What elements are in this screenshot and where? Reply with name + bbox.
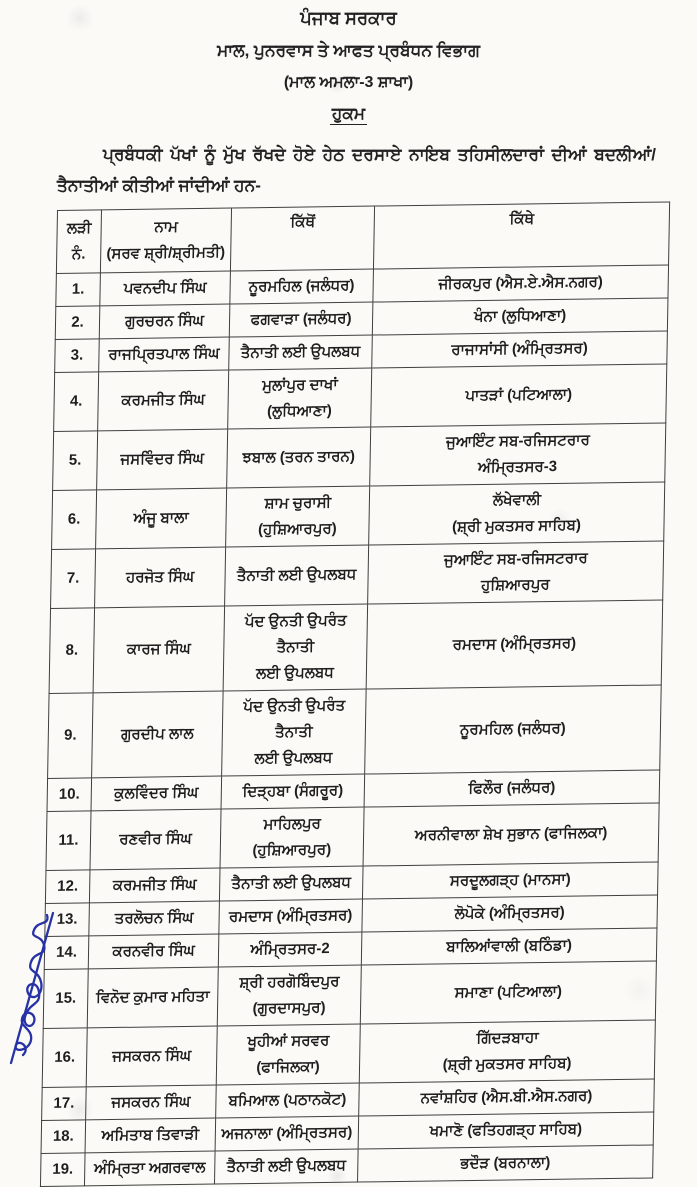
order-heading-text: ਹੁਕਮ	[331, 104, 366, 123]
table-row	[43, 961, 656, 1029]
table-row	[46, 803, 659, 871]
cell-from: ਸ਼੍ਰੀ ਹਰਗੋਬਿੰਦਪੁਰ (ਗੁਰਦਾਸਪੁਰ)	[217, 965, 361, 1026]
cell-name: ਜਸਕਰਨ ਸਿੰਘ	[86, 1026, 217, 1087]
cell-to: ਫਿਲੌਰ (ਜਲੰਧਰ)	[364, 770, 660, 807]
cell-name: ਅੰਜੂ ਬਾਲਾ	[96, 488, 227, 549]
table-header-row	[56, 202, 669, 274]
order-heading	[0, 104, 697, 124]
cell-to: ਲੋਪੋਕੇ (ਅੰਮ੍ਰਿਤਸਰ)	[362, 895, 658, 932]
table-row	[48, 685, 662, 779]
cell-serial: 19.	[40, 1153, 85, 1187]
cell-serial: 8.	[49, 608, 94, 694]
cell-to: ਨੂਰਮਹਿਲ (ਜਲੰਧਰ)	[365, 685, 662, 774]
header-name: ਨਾਮ (ਸਰਵ ਸ਼੍ਰੀ/ਸ਼੍ਰੀਮਤੀ)	[100, 208, 231, 273]
intro-paragraph: ਪ੍ਰਬੰਧਕੀ ਪੱਖਾਂ ਨੂੰ ਮੁੱਖ ਰੱਖਦੇ ਹੋਏ ਹੇਠ ਦਰਸਾਏ ਨਾਇਬ ਤਹਿਸੀਲਦਾਰਾਂ ਦੀਆਂ ਬਦਲੀਆਂ/ਤੈਨਾਤੀਆਂ ਕੀਤੀਆਂ ਜਾਂਦੀਆਂ ਹਨ-	[57, 145, 656, 195]
transfer-table	[40, 201, 670, 1187]
cell-from: ਸ਼ਾਮ ਚੁਰਾਸੀ (ਹੁਸ਼ਿਆਰਪੁਰ)	[226, 486, 370, 547]
cell-name: ਤਰਲੋਚਨ ਸਿੰਘ	[89, 901, 220, 936]
cell-name: ਗੁਰਚਰਨ ਸਿੰਘ	[99, 304, 230, 339]
cell-to: ਲੱਖੇਵਾਲੀ (ਸ਼੍ਰੀ ਮੁਕਤਸਰ ਸਾਹਿਬ)	[369, 482, 665, 545]
cell-name: ਪਵਨਦੀਪ ਸਿੰਘ	[100, 271, 231, 306]
cell-to: ਪਾਤੜਾਂ (ਪਟਿਆਲਾ)	[371, 364, 667, 427]
cell-from: ਬਮਿਆਲ (ਪਠਾਨਕੋਟ)	[216, 1083, 360, 1118]
cell-serial: 16.	[42, 1028, 87, 1088]
cell-serial: 13.	[45, 903, 90, 937]
cell-from: ਅਜਨਾਲਾ (ਅੰਮ੍ਰਿਤਸਰ)	[215, 1116, 359, 1151]
table-row	[51, 541, 664, 609]
cell-name: ਵਿਨੋਦ ਕੁਮਾਰ ਮਹਿਤਾ	[87, 967, 218, 1028]
cell-to: ਅਰਨੀਵਾਲਾ ਸ਼ੇਖ ਸੁਭਾਨ (ਫਾਜਿਲਕਾ)	[363, 803, 659, 866]
cell-from: ਤੈਨਾਤੀ ਲਈ ਉਪਲਬਧ	[219, 866, 363, 901]
table-row	[49, 600, 663, 694]
handwritten-scribble-stroke	[16, 915, 48, 1055]
cell-serial: 17.	[42, 1087, 87, 1121]
cell-from: ਤੈਨਾਤੀ ਲਈ ਉਪਲਬਧ	[225, 545, 369, 606]
cell-name: ਕਰਮਜੀਤ ਸਿੰਘ	[98, 370, 229, 431]
cell-from: ਨੂਰਮਹਿਲ (ਜਲੰਧਰ)	[230, 269, 374, 304]
branch-title: (ਮਾਲ ਅਮਲਾ-3 ਸ਼ਾਖਾ)	[283, 74, 414, 91]
table-row	[53, 423, 666, 491]
cell-serial: 5.	[53, 431, 98, 491]
cell-to: ਭਦੌੜ (ਬਰਨਾਲਾ)	[358, 1145, 654, 1182]
cell-name: ਕਾਰਜ ਸਿੰਘ	[93, 606, 225, 693]
handwritten-note	[1, 893, 63, 1073]
header-from: ਕਿੱਥੋਂ	[230, 206, 374, 271]
department-title: ਮਾਲ, ਪੁਨਰਵਾਸ ਤੇ ਆਫਤ ਪ੍ਰਬੰਧਨ ਵਿਭਾਗ	[217, 41, 480, 60]
cell-from: ਖੂਹੀਆਂ ਸਰਵਰ (ਫਾਜਿਲਕਾ)	[216, 1024, 360, 1085]
cell-name: ਹਰਜੋਤ ਸਿੰਘ	[95, 547, 226, 608]
cell-serial: 2.	[55, 306, 100, 340]
cell-from: ਤੈਨਾਤੀ ਲਈ ਉਪਲਬਧ	[214, 1149, 358, 1184]
cell-from: ਰਮਦਾਸ (ਅੰਮ੍ਰਿਤਸਰ)	[219, 899, 363, 934]
cell-to: ਖਮਾਣੋ (ਫਤਿਹਗੜ੍ਹ ਸਾਹਿਬ)	[358, 1112, 654, 1149]
cell-name: ਕੁਲਵਿੰਦਰ ਸਿੰਘ	[91, 776, 222, 811]
cell-name: ਰਣਵੀਰ ਸਿੰਘ	[90, 809, 221, 870]
cell-to: ਰਾਜਾਸਾਂਸੀ (ਅੰਮ੍ਰਿਤਸਰ)	[372, 331, 668, 368]
cell-from: ਫਗਵਾੜਾ (ਜਲੰਧਰ)	[229, 302, 373, 337]
cell-to: ਖੰਨਾ (ਲੁਧਿਆਣਾ)	[372, 298, 668, 335]
cell-from: ਦਿੜ੍ਹਬਾ (ਸੰਗਰੂਰ)	[221, 774, 365, 809]
cell-from: ਤੈਨਾਤੀ ਲਈ ਉਪਲਬਧ	[229, 335, 373, 370]
cell-serial: 10.	[47, 778, 92, 812]
cell-to: ਜੁਆਇੰਟ ਸਬ-ਰਜਿਸਟਰਾਰ ਹੁਸ਼ਿਆਰਪੁਰ	[368, 541, 664, 604]
cell-serial: 12.	[45, 870, 90, 904]
cell-serial: 1.	[56, 273, 101, 307]
cell-name: ਕਰਨਵੀਰ ਸਿੰਘ	[88, 934, 219, 969]
cell-name: ਕਰਮਜੀਤ ਸਿੰਘ	[89, 868, 220, 903]
cell-serial: 4.	[54, 372, 99, 432]
header-to: ਕਿੱਥੇ	[373, 202, 669, 269]
cell-name: ਅੰਮ੍ਰਿਤਾ ਅਗਰਵਾਲ	[84, 1151, 215, 1186]
cell-serial: 9.	[48, 693, 93, 779]
cell-to: ਨਵਾਂਸ਼ਹਿਰ (ਐਸ.ਬੀ.ਐਸ.ਨਗਰ)	[359, 1079, 655, 1116]
cell-name: ਅਮਿਤਾਬ ਤਿਵਾੜੀ	[85, 1118, 216, 1153]
cell-serial: 14.	[44, 936, 89, 970]
cell-serial: 18.	[41, 1120, 86, 1154]
cell-name: ਰਾਜਪ੍ਰਿਤਪਾਲ ਸਿੰਘ	[99, 337, 230, 372]
cell-serial: 15.	[43, 969, 88, 1029]
cell-serial: 7.	[51, 549, 96, 609]
government-title: ਪੰਜਾਬ ਸਰਕਾਰ	[300, 8, 397, 28]
cell-to: ਸਮਾਣਾ (ਪਟਿਆਲਾ)	[360, 961, 656, 1024]
transfer-table-grid	[40, 201, 670, 1187]
cell-to: ਗਿੱਦੜਬਾਹਾ (ਸ਼੍ਰੀ ਮੁਕਤਸਰ ਸਾਹਿਬ)	[359, 1020, 655, 1083]
cell-to: ਸਰਦੂਲਗੜ੍ਹ (ਮਾਨਸਾ)	[362, 862, 658, 899]
cell-to: ਬਾਲਿਆਂਵਾਲੀ (ਬਠਿੰਡਾ)	[361, 928, 657, 965]
cell-to: ਜੁਆਇੰਟ ਸਬ-ਰਜਿਸਟਰਾਰ ਅੰਮ੍ਰਿਤਸਰ-3	[370, 423, 666, 486]
cell-serial: 3.	[55, 339, 100, 373]
cell-name: ਜਸਵਿੰਦਰ ਸਿੰਘ	[97, 429, 228, 490]
table-row	[42, 1020, 655, 1088]
header-serial: ਲੜੀ ਨੰ.	[56, 210, 101, 274]
cell-from: ਮਾਹਿਲਪੁਰ (ਹੁਸ਼ਿਆਰਪੁਰ)	[220, 807, 364, 868]
transfer-table-body	[40, 265, 668, 1187]
cell-from: ਪੱਦ ਉਨਤੀ ਉਪਰੰਤ ਤੈਨਾਤੀ ਲਈ ਉਪਲਬਧ	[223, 604, 368, 691]
cell-from: ਝਬਾਲ (ਤਰਨ ਤਾਰਨ)	[227, 427, 371, 488]
cell-name: ਜਸਕਰਨ ਸਿੰਘ	[86, 1085, 217, 1120]
cell-from: ਪੱਦ ਉਨਤੀ ਉਪਰੰਤ ਤੈਨਾਤੀ ਲਈ ਉਪਲਬਧ	[222, 689, 367, 776]
cell-serial: 11.	[46, 811, 91, 871]
cell-from: ਮੁਲਾਂਪੁਰ ਦਾਖਾਂ (ਲੁਧਿਆਣਾ)	[228, 368, 372, 429]
table-row	[52, 482, 665, 550]
cell-serial: 6.	[52, 490, 97, 550]
cell-to: ਰਮਦਾਸ (ਅੰਮ੍ਰਿਤਸਰ)	[366, 600, 663, 689]
cell-from: ਅੰਮ੍ਰਿਤਸਰ-2	[218, 932, 362, 967]
cell-name: ਗੁਰਦੀਪ ਲਾਲ	[92, 691, 224, 778]
table-row	[54, 364, 667, 432]
cell-to: ਜੀਰਕਪੁਰ (ਐਸ.ਏ.ਐਸ.ਨਗਰ)	[373, 265, 669, 302]
